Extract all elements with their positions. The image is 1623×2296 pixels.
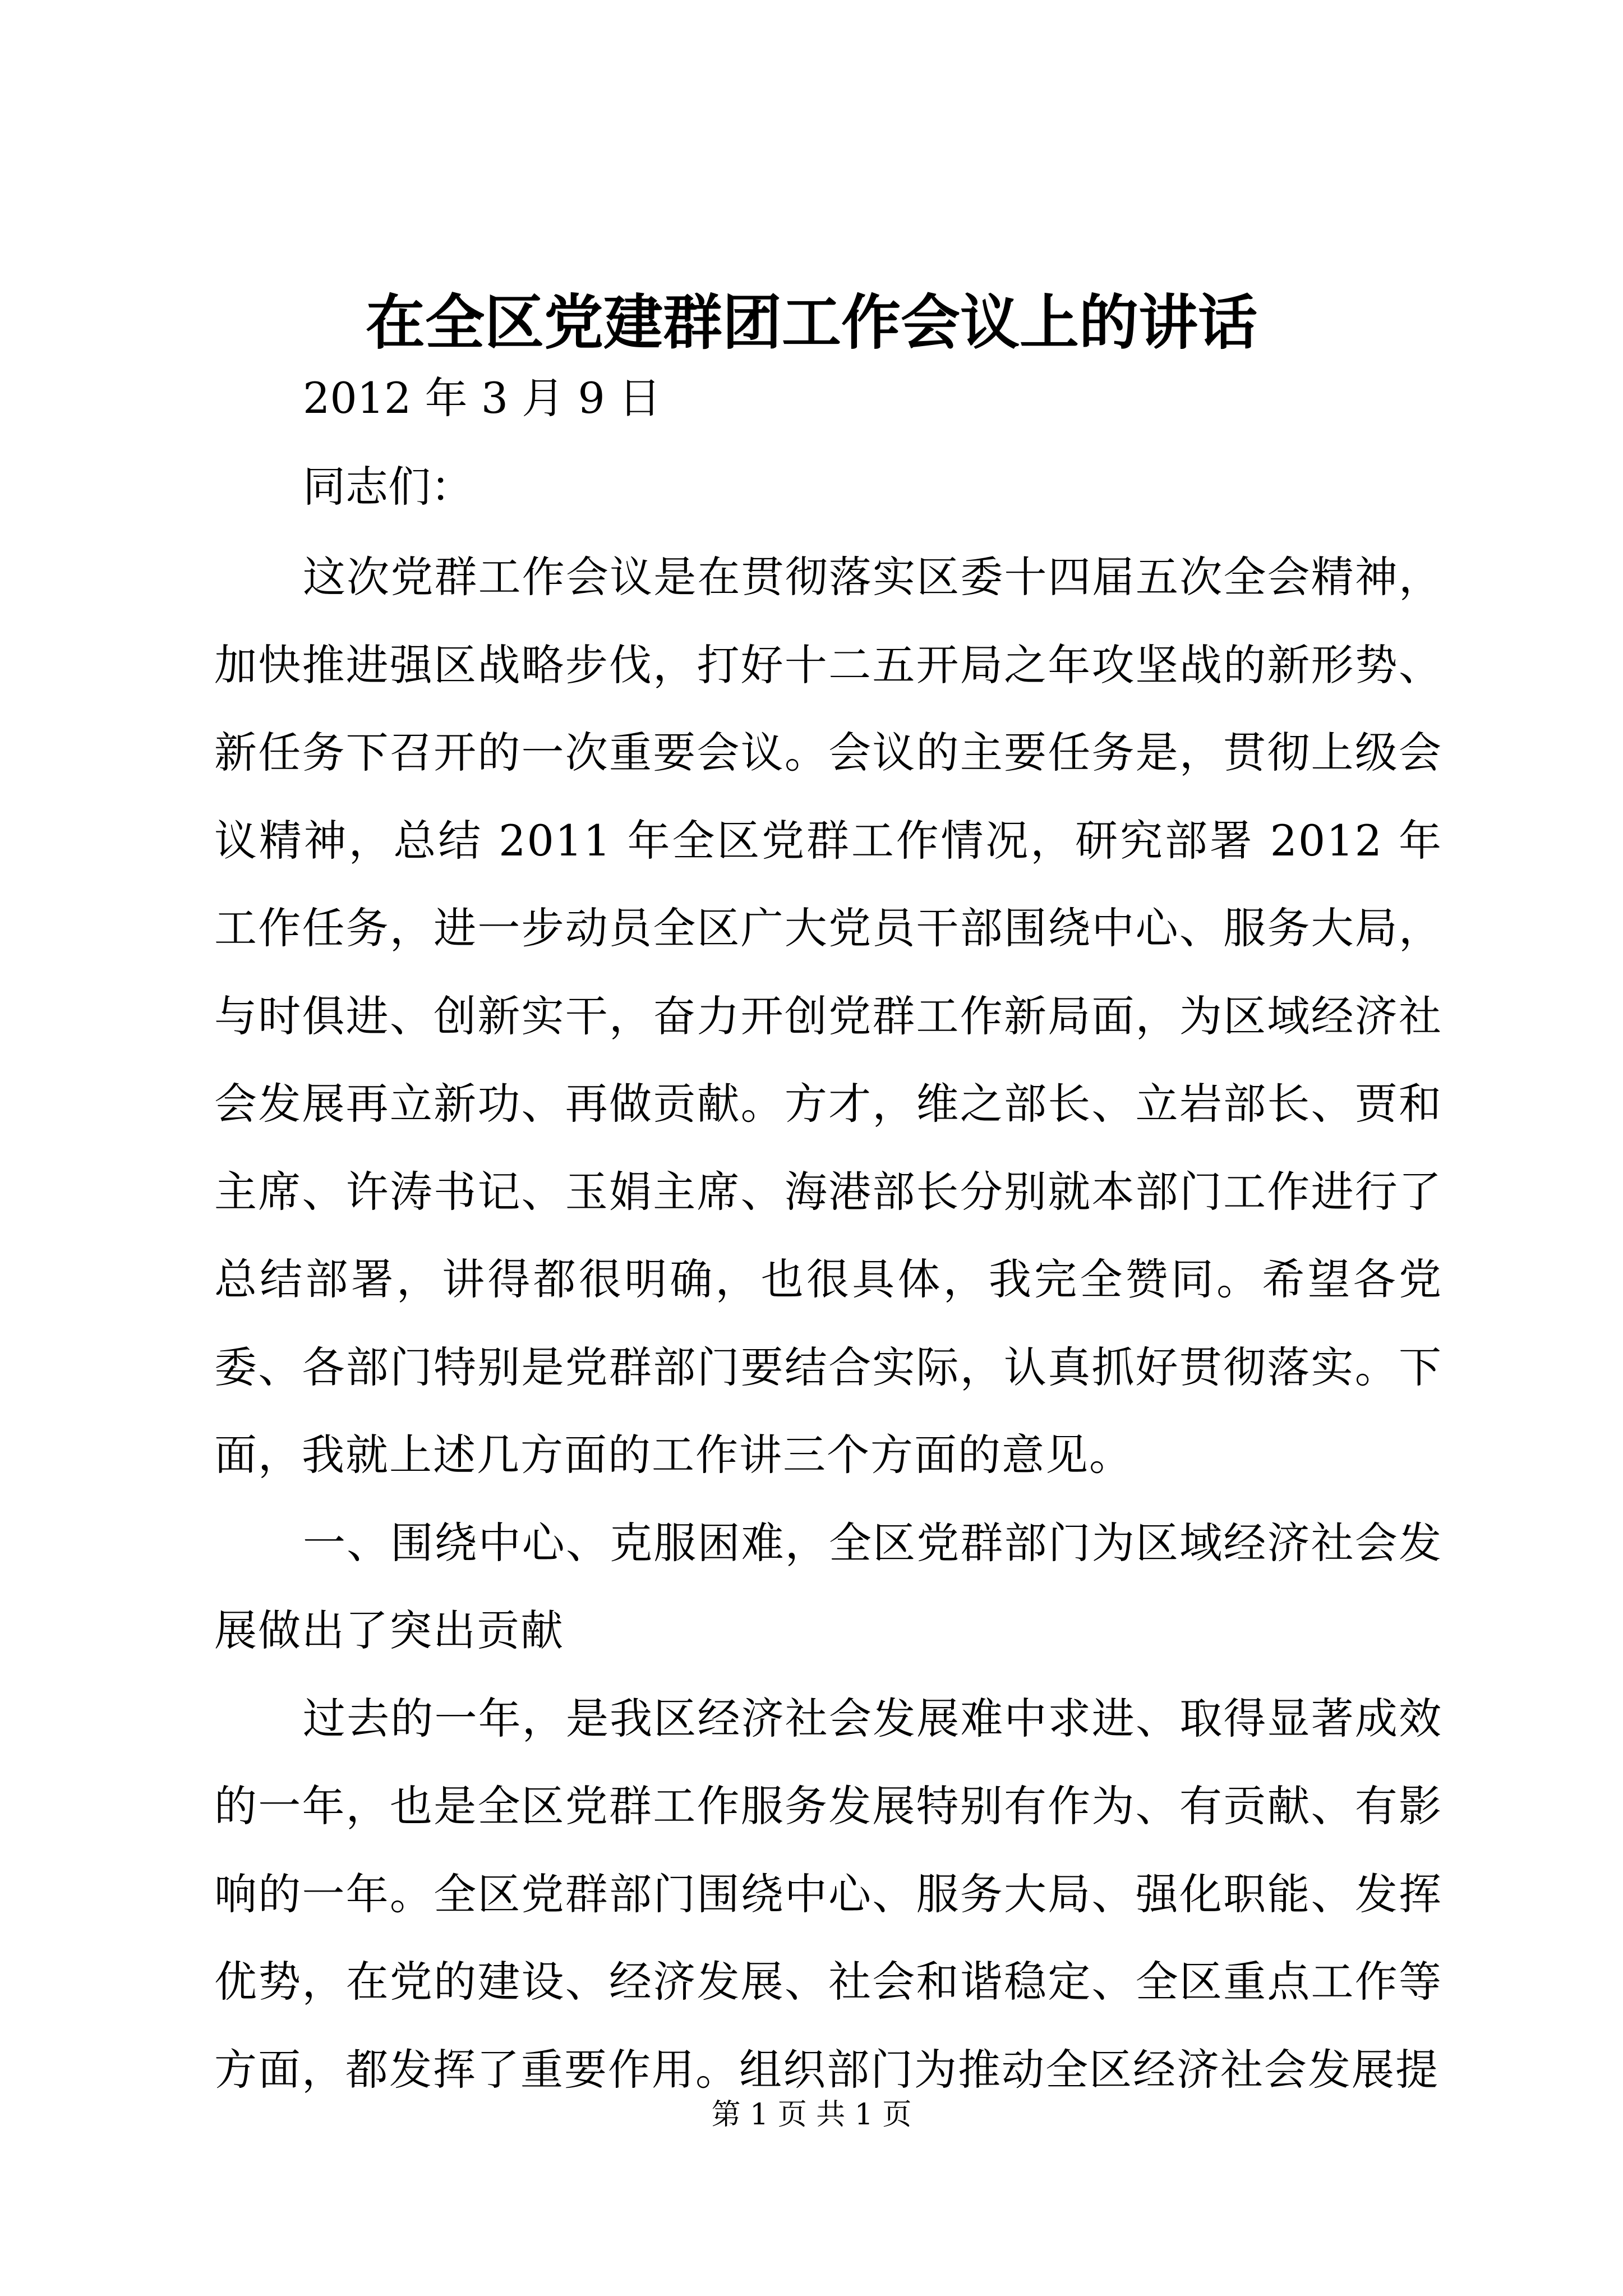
document-body	[214, 533, 1442, 2114]
document-title: 在全区党建群团工作会议上的讲话	[366, 287, 1257, 357]
section-heading-one: 一、围绕中心、克服困难，全区党群部门为区域经济社会发展做出了突出贡献	[214, 1517, 1442, 1655]
page-footer: 第 1 页 共 1 页	[711, 2098, 912, 2132]
salutation: 同志们：	[303, 462, 473, 512]
paragraph-review: 过去的一年，是我区经济社会发展难中求进、取得显著成效的一年，也是全区党群工作服务发展特别有作为、有贡献、有影响的一年。全区党群部门围绕中心、服务大局、强化职能、发挥优势，在党的建设、经济发展、社会和谐稳定、全区重点工作等方面，都发挥了重要作用。组织部门为推动全区经济社会发展提	[214, 1693, 1442, 2095]
paragraph-intro: 这次党群工作会议是在贯彻落实区委十四届五次全会精神，加快推进强区战略步伐，打好十二五开局之年攻坚战的新形势、新任务下召开的一次重要会议。会议的主要任务是，贯彻上级会议精神，总结 2011 年全区党群工作情况，研究部署 2012 年工作任务，进一步动员全区广大党员干部围绕中心、服务大局，与时俱进、创新实干，奋力开创党群工作新局面，为区域经济社会发展再立新功、再做贡献。方才，维之部长、立岩部长、贾和主席、许涛书记、玉娟主席、海港部长分别就本部门工作进行了总结部署，讲得都很明确，也很具体，我完全赞同。希望各党委、各部门特别是党群部门要结合实际，认真抓好贯彻落实。下面，我就上述几方面的工作讲三个方面的意见。	[214, 552, 1442, 1480]
speech-date: 2012 年 3 月 9 日	[303, 373, 661, 423]
